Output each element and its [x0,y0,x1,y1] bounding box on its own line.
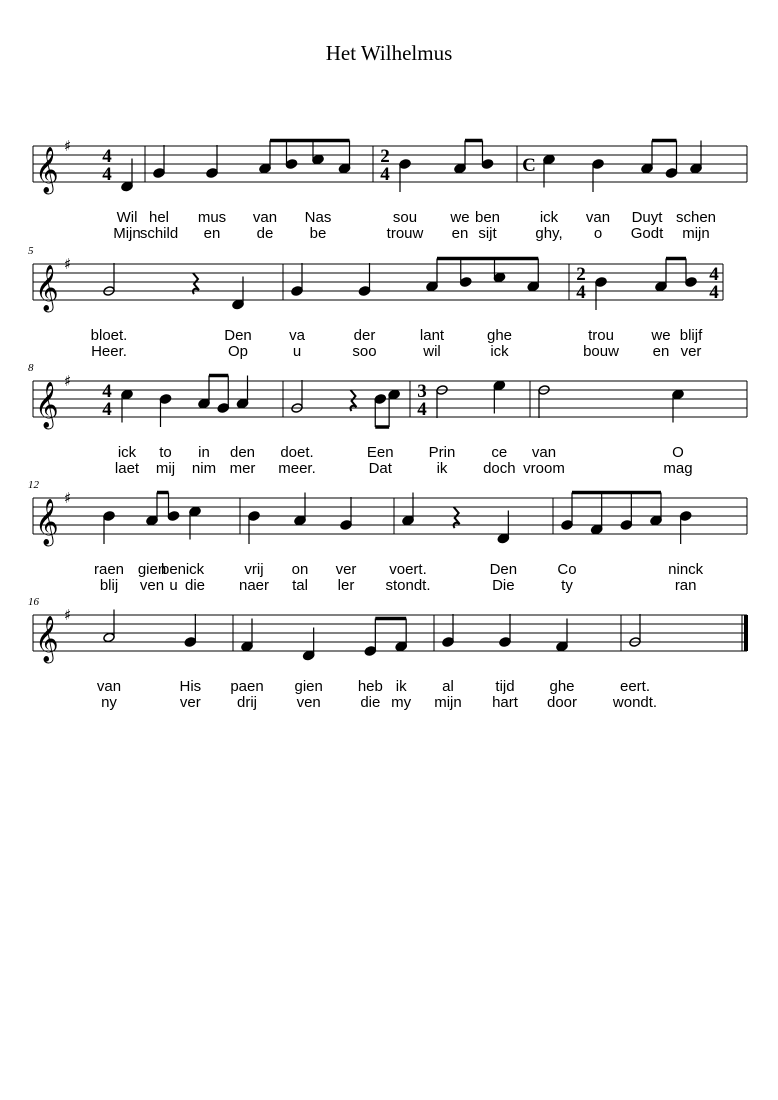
notehead [248,511,260,522]
notehead [665,168,677,179]
lyric-verse-1: gien [294,678,323,695]
lyric-verse-1: blijf [679,327,703,344]
lyric-verse-1: we [450,209,470,226]
lyric-verse-1: heb [357,678,383,695]
lyric-verse-2: u [292,343,302,360]
lyric-verse-1: hel [148,209,170,226]
lyric-verse-2: mijn [682,225,710,242]
notehead [454,163,466,174]
sharp-icon: ♯ [64,372,72,390]
lyric-verse-2: blij [99,577,119,594]
lyric-verse-1: van [252,209,278,226]
notehead [217,403,229,414]
lyric-verse-1: O [672,444,684,461]
notehead [153,168,165,179]
lyric-verse-2: ick [490,343,509,360]
measure [380,141,500,243]
lyric-verse-2: vroom [523,460,565,477]
notehead [556,641,568,652]
notehead [679,511,691,522]
time-signature-top: 2 [576,264,586,285]
notehead [497,533,509,544]
lyric-verse-1: eert. [619,678,651,695]
lyric-verse-1: lant [419,327,445,344]
lyric-verse-1: Wil [116,209,138,226]
lyric-verse-2: naer [238,577,270,594]
systems [28,137,747,711]
staff-system [28,362,747,477]
lyric-verse-1: raen [93,561,125,578]
lyric-verse-2: nim [191,460,217,477]
lyric-verse-1: ghe [549,678,575,695]
treble-clef-icon: 𝄞 [35,147,59,193]
lyric-verse-2: ler [337,577,355,594]
time-signature-top: 2 [380,146,390,167]
notehead [184,637,196,648]
lyric-verse-2: o [593,225,603,242]
time-signature-bottom: 4 [380,164,390,185]
notehead [655,281,667,292]
notehead [103,632,115,643]
lyric-verse-1: on [291,561,309,578]
notehead [358,286,370,297]
measure [230,619,411,712]
notehead [302,650,314,661]
notehead [561,520,573,531]
measure [94,493,205,595]
lyric-verse-2: ik [436,460,448,477]
lyric-verse-1: ick [117,444,137,461]
lyric-verse-1: paen [230,678,264,695]
measure [385,493,517,595]
notehead [672,389,684,400]
lyric-verse-2: die [184,577,206,594]
notehead [641,163,653,174]
time-signature-top: 3 [417,381,427,402]
lyric-verse-1: Den [489,561,518,578]
staff-system [28,245,723,360]
notehead [595,277,607,288]
notehead [590,524,602,535]
notehead [388,389,400,400]
lyric-verse-2: Dat [368,460,392,477]
treble-clef-icon: 𝄞 [35,382,59,428]
courtesy-time-signature-bottom: 4 [709,282,719,303]
sharp-icon: ♯ [64,255,72,273]
page-title: Het Wilhelmus [325,41,453,65]
measure [417,380,515,477]
measure [434,614,577,711]
lyric-verse-2: en [451,225,469,242]
notehead [650,515,662,526]
lyric-verse-1: Duyt [631,209,663,226]
lyric-verse-2: ven [296,694,321,711]
lyric-verse-2: mijn [434,694,462,711]
lyric-verse-2: ny [101,694,117,711]
lyric-verse-2: Mijn [113,225,141,242]
time-signature-bottom: 4 [102,399,112,420]
staff-system [28,596,747,711]
lyric-verse-2: ran [674,577,697,594]
lyric-verse-2: door [546,694,578,711]
notehead [285,159,297,170]
notehead [206,168,218,179]
measure-number: 12 [28,479,39,491]
lyric-verse-2: ver [179,694,201,711]
lyric-verse-2: tal [292,577,308,594]
lyric-verse-1: in [198,444,210,461]
measure [102,146,141,242]
measure-number: 16 [28,596,39,608]
lyric-verse-1: ben [160,561,187,578]
lyric-verse-2: hart [492,694,518,711]
measure-number: 5 [28,245,34,257]
notehead [236,398,248,409]
lyric-verse-1: Nas [304,209,332,226]
notehead [527,281,539,292]
notehead [167,511,179,522]
notehead [426,281,438,292]
lyric-verse-1: der [353,327,376,344]
lyric-verse-2: be [309,225,327,242]
lyric-verse-1: va [289,327,305,344]
measure [239,493,356,595]
time-signature-bottom: 4 [102,164,112,185]
lyric-verse-1: van [531,444,557,461]
notehead [499,637,511,648]
sharp-icon: ♯ [64,137,72,155]
lyric-verse-2: my [391,694,412,711]
time-signature-top: 4 [102,146,112,167]
notehead [146,515,158,526]
lyric-verse-1: mus [197,209,227,226]
lyric-verse-1: to [159,444,172,461]
lyric-verse-2: sijt [478,225,497,242]
notehead [312,154,324,165]
lyric-verse-1: ninck [668,561,704,578]
notehead [374,394,386,405]
lyric-verse-2: drij [236,694,258,711]
lyric-verse-1: doet. [280,444,314,461]
lyric-verse-1: Prin [428,444,456,461]
lyric-verse-1: ce [491,444,508,461]
lyric-verse-2: Godt [630,225,664,242]
lyric-verse-1: Co [557,561,577,578]
lyric-verse-2: de [256,225,274,242]
treble-clef-icon: 𝄞 [35,265,59,311]
notehead [121,181,133,192]
notehead [232,299,244,310]
lyric-verse-2: Die [492,577,515,594]
staff-system [33,137,747,242]
courtesy-time-signature-top: 4 [709,264,719,285]
treble-clef-icon: 𝄞 [35,499,59,545]
lyric-verse-1: ver [335,561,357,578]
notehead [103,511,115,522]
lyric-verse-1: we [651,327,671,344]
lyric-verse-2: Heer. [91,343,127,360]
lyric-verse-1: al [442,678,454,695]
measure [522,141,716,243]
lyric-verse-2: wil [423,343,441,360]
notehead [340,520,352,531]
lyric-verse-1: His [179,678,202,695]
notehead [543,154,555,165]
lyric-verse-1: bloet. [90,327,128,344]
measure-number: 8 [28,362,34,374]
measure [140,141,351,243]
lyric-verse-1: van [96,678,122,695]
measure [523,385,692,477]
lyric-verse-2: trouw [386,225,424,242]
lyric-verse-2: ghy, [535,225,563,242]
notehead [493,272,505,283]
notehead [294,515,306,526]
time-signature-bottom: 4 [417,399,427,420]
lyric-verse-2: doch [483,460,516,477]
lyric-verse-2: en [203,225,221,242]
notehead [338,163,350,174]
lyric-verse-1: Een [366,444,394,461]
lyric-verse-1: ick [185,561,205,578]
lyric-verse-1: schen [675,209,717,226]
notehead [364,646,376,657]
lyric-verse-2: meer. [278,460,316,477]
notehead [241,641,253,652]
lyric-verse-1: ben [474,209,501,226]
lyric-verse-2: en [652,343,670,360]
sharp-icon: ♯ [64,489,72,507]
notehead [159,394,171,405]
lyric-verse-1: vrij [244,561,264,578]
notehead [442,637,454,648]
lyric-verse-2: schild [139,225,179,242]
time-signature-top: 4 [102,381,112,402]
notehead [481,159,493,170]
lyric-verse-2: die [360,694,381,711]
lyric-verse-2: mer [229,460,256,477]
lyric-verse-2: u [169,577,178,594]
lyric-verse-2: ty [561,577,573,594]
measure [557,493,703,595]
measure [97,610,201,712]
measure [576,259,703,361]
lyric-verse-1: voert. [389,561,427,578]
lyric-verse-2: bouw [583,343,619,360]
lyric-verse-1: ik [395,678,407,695]
lyric-verse-1: ick [539,209,559,226]
staff-system [28,479,747,594]
sharp-icon: ♯ [64,606,72,624]
lyric-verse-1: Den [224,327,252,344]
lyric-verse-2: ver [680,343,702,360]
notehead [690,163,702,174]
lyric-verse-2: Op [227,343,249,360]
lyric-verse-2: mag [663,460,693,477]
lyric-verse-2: stondt. [385,577,431,594]
measure [612,614,657,711]
notehead [460,277,472,288]
notehead [198,398,210,409]
notehead [620,520,632,531]
measure [289,259,539,361]
lyric-verse-1: den [229,444,256,461]
notehead [291,286,303,297]
lyric-verse-2: wondt. [612,694,658,711]
lyric-verse-1: tijd [495,678,515,695]
notehead [592,159,604,170]
lyric-verse-2: soo [352,343,377,360]
notehead [121,389,133,400]
lyric-verse-1: gien [137,561,167,578]
treble-clef-icon: 𝄞 [35,616,59,662]
time-signature-bottom: 4 [576,282,586,303]
lyric-verse-1: van [585,209,611,226]
notehead [402,515,414,526]
notehead [395,641,407,652]
measure [91,263,252,360]
measure [102,376,255,478]
lyric-verse-1: sou [392,209,418,226]
notehead [189,506,201,517]
notehead [685,277,697,288]
notehead [493,380,505,391]
lyric-verse-2: mij [155,460,176,477]
lyric-verse-1: trou [588,327,614,344]
measure [278,380,400,477]
time-signature: C [522,155,536,176]
notehead [259,163,271,174]
notehead [399,159,411,170]
lyric-verse-2: laet [114,460,140,477]
lyric-verse-1: ghe [486,327,513,344]
lyric-verse-2: ven [139,577,165,594]
